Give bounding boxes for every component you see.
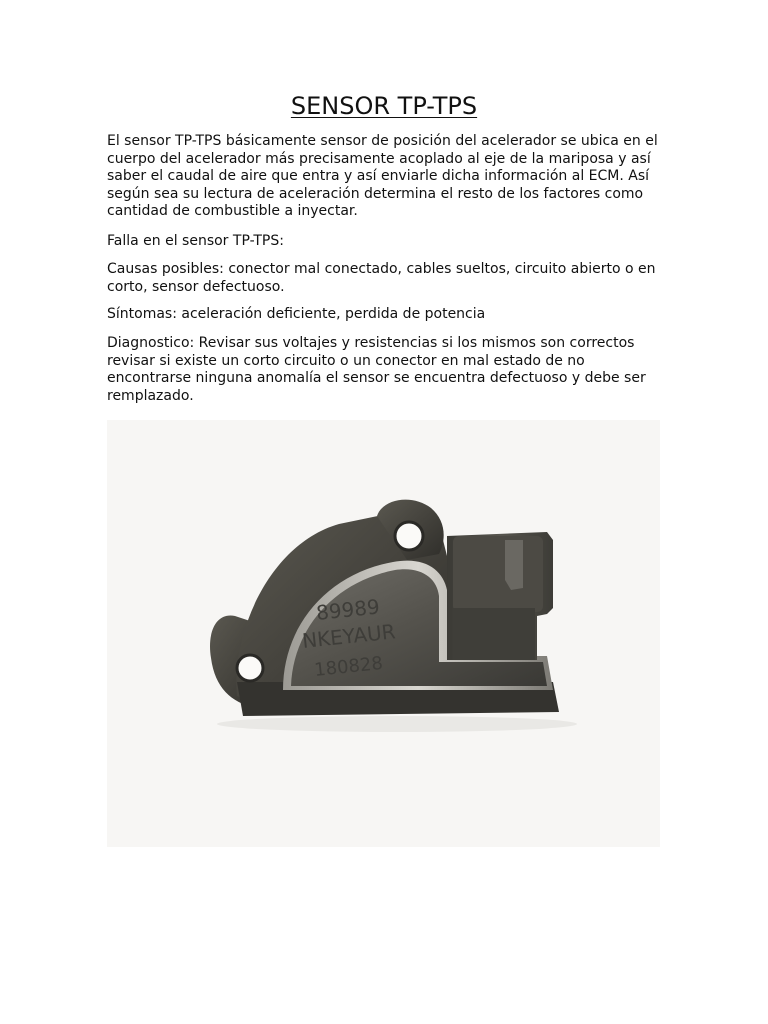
intro-paragraph: El sensor TP-TPS básicamente sensor de posición del acelerador se ubica en el cuerpo del acelerador más precisamente acoplado al eje de la mariposa y así saber el caudal de aire que entra y así enviarle dicha información al ECM. Así según sea su lectura de aceleración determina el resto de los factores como cantidad de combustible a inyectar. (107, 133, 658, 220)
page-title: SENSOR TP-TPS (290, 92, 478, 120)
mount-hole-top-icon (395, 522, 423, 550)
cap-label-line-3: 180828 (313, 652, 384, 681)
mount-hole-bottom-icon (237, 655, 263, 681)
symptoms-paragraph: Síntomas: aceleración deficiente, perdida de potencia (107, 306, 486, 322)
cap-label-line-2: NKEYAUR (301, 619, 397, 653)
cap-label-line-1: 89989 (315, 594, 381, 625)
tps-sensor-photo (107, 420, 660, 847)
causes-paragraph: Causas posibles: conector mal conectado, cables sueltos, circuito abierto o en corto, sensor defectuoso. (107, 261, 656, 295)
tps-sensor-illustration (107, 420, 660, 847)
failure-heading-paragraph: Falla en el sensor TP-TPS: (107, 233, 284, 249)
diagnosis-paragraph: Diagnostico: Revisar sus voltajes y resistencias si los mismos son correctos revisar si existe un corto circuito o un conector en mal estado de no encontrarse ninguna anomalía el sensor se encuentra defectuoso y debe ser remplazado. (107, 335, 646, 404)
